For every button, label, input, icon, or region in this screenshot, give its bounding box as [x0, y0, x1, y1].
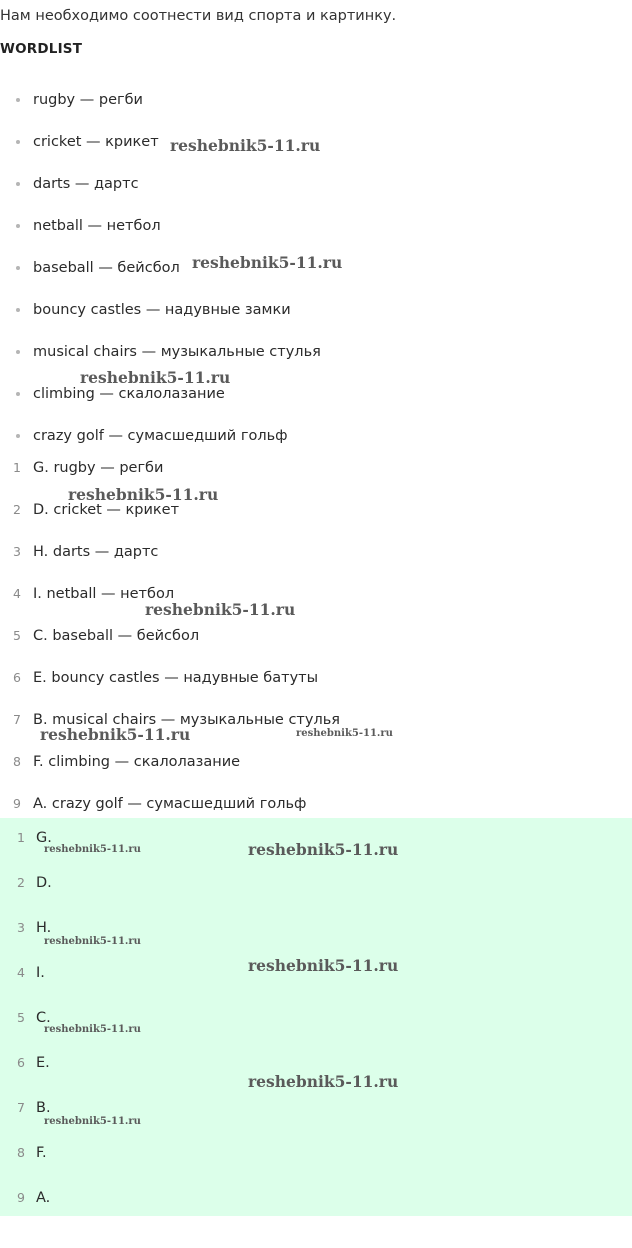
bullet-icon — [16, 308, 20, 312]
watermark: reshebnik5-11.ru — [248, 840, 399, 859]
watermark: reshebnik5-11.ru — [68, 485, 219, 504]
watermark: reshebnik5-11.ru — [192, 253, 343, 272]
watermark: reshebnik5-11.ru — [296, 728, 393, 739]
answer-block — [0, 818, 632, 1216]
watermark: reshebnik5-11.ru — [145, 600, 296, 619]
watermark: reshebnik5-11.ru — [170, 136, 321, 155]
watermark: reshebnik5-11.ru — [44, 1116, 141, 1127]
watermark: reshebnik5-11.ru — [44, 1024, 141, 1035]
watermark: reshebnik5-11.ru — [248, 1072, 399, 1091]
watermark: reshebnik5-11.ru — [40, 725, 191, 744]
intro-text: Нам необходимо соотнести вид спорта и картинку. — [0, 8, 397, 24]
bullet-icon — [16, 266, 20, 270]
bullet-icon — [16, 140, 20, 144]
watermark: reshebnik5-11.ru — [44, 936, 141, 947]
watermark: reshebnik5-11.ru — [44, 844, 141, 855]
bullet-icon — [16, 224, 20, 228]
bullet-icon — [16, 350, 20, 354]
bullet-icon — [16, 434, 20, 438]
watermark: reshebnik5-11.ru — [248, 956, 399, 975]
bullet-icon — [16, 392, 20, 396]
wordlist-heading: WORDLIST — [0, 41, 83, 57]
bullet-icon — [16, 182, 20, 186]
watermark: reshebnik5-11.ru — [80, 368, 231, 387]
bullet-icon — [16, 98, 20, 102]
